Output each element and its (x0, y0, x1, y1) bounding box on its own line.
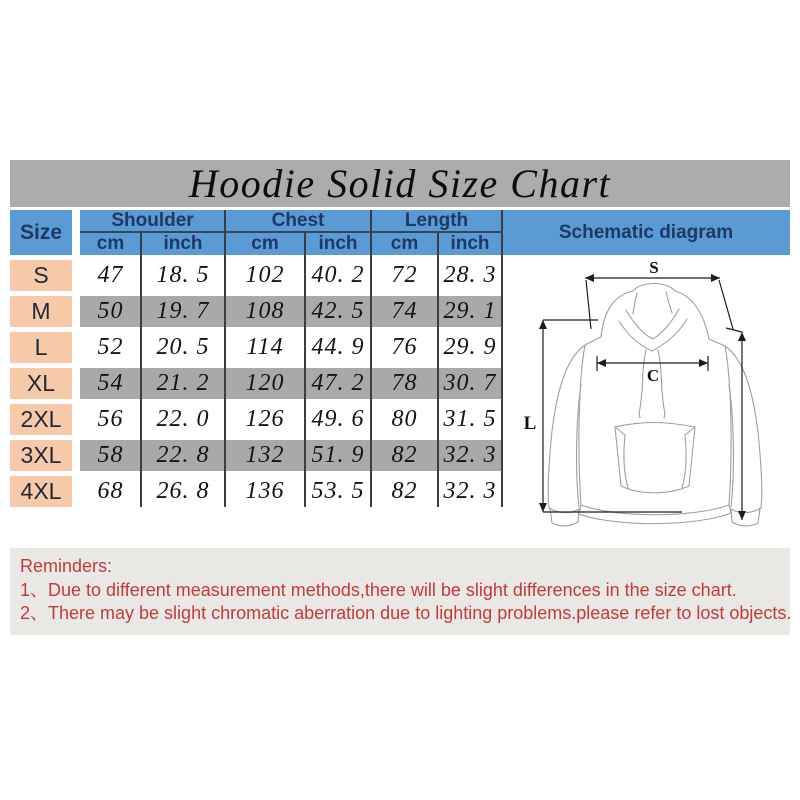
cell-shoulder-cm: 58 (97, 442, 124, 468)
cell-length-inch: 30. 7 (443, 370, 497, 396)
column-header-shoulder: Shoulder (80, 210, 225, 232)
dimension-arrowheads (539, 274, 746, 520)
cell-chest-inch: 40. 2 (311, 262, 365, 288)
schematic-cell (502, 255, 790, 535)
reminder-item: 1、Due to different measurement methods,there will be slight differences in the size chart. (20, 579, 737, 600)
cell-chest-inch: 53. 5 (311, 478, 365, 504)
reminder-item: 2、There may be slight chromatic aberration due to lighting problems.please refer to lost objects. (20, 603, 792, 623)
cell-shoulder-inch: 21. 2 (156, 370, 210, 396)
chest-dimension-label: C (646, 366, 660, 385)
cell-chest-inch: 51. 9 (311, 442, 365, 468)
table-row (10, 476, 502, 507)
table-row (10, 260, 502, 291)
cell-chest-inch: 42. 5 (311, 298, 365, 324)
unit-header-shoulder-cm: cm (80, 232, 141, 255)
page-title: Hoodie Solid Size Chart (188, 161, 612, 206)
cell-length-inch: 28. 3 (443, 262, 497, 288)
cell-length-cm: 76 (391, 334, 418, 360)
unit-header-chest-cm: cm (225, 232, 305, 255)
cell-shoulder-inch: 20. 5 (156, 334, 210, 360)
cell-length-cm: 78 (391, 370, 418, 396)
unit-header-chest-inch: inch (305, 232, 371, 255)
cell-chest-inch: 44. 9 (311, 334, 365, 360)
grid-divider (304, 232, 306, 507)
unit-header-shoulder-inch: inch (141, 232, 225, 255)
cell-shoulder-cm: 47 (97, 262, 124, 288)
cell-length-cm: 74 (391, 298, 418, 324)
grid-divider (437, 232, 439, 507)
cell-shoulder-inch: 26. 8 (156, 478, 210, 504)
cell-length-inch: 29. 1 (443, 298, 497, 324)
length-dimension-label: L (523, 413, 537, 434)
grid-divider (140, 232, 142, 507)
header-divider-line (80, 231, 502, 233)
cell-chest-cm: 136 (245, 478, 285, 504)
cell-chest-cm: 102 (245, 262, 285, 288)
cell-shoulder-cm: 56 (97, 406, 124, 432)
table-row (10, 404, 502, 435)
cell-length-inch: 29. 9 (443, 334, 497, 360)
cell-length-inch: 32. 3 (443, 478, 497, 504)
size-label: L (10, 332, 72, 363)
column-header-schematic: Schematic diagram (502, 210, 790, 255)
cell-length-cm: 82 (391, 478, 418, 504)
size-label: 3XL (10, 440, 72, 471)
hoodie-schematic-drawing (502, 255, 790, 535)
reminders-heading: Reminders: (20, 556, 113, 576)
size-label: XL (10, 368, 72, 399)
cell-chest-cm: 114 (246, 334, 284, 360)
grid-divider (501, 210, 503, 507)
grid-divider (370, 210, 372, 507)
title-band (10, 160, 790, 207)
cell-chest-cm: 108 (245, 298, 285, 324)
table-row (10, 440, 502, 471)
cell-chest-cm: 132 (245, 442, 285, 468)
cell-length-cm: 72 (391, 262, 418, 288)
cell-length-cm: 80 (391, 406, 418, 432)
table-row (10, 332, 502, 363)
size-label: M (10, 296, 72, 327)
cell-chest-inch: 49. 6 (311, 406, 365, 432)
cell-shoulder-inch: 22. 8 (156, 442, 210, 468)
unit-header-length-cm: cm (371, 232, 438, 255)
cell-length-inch: 31. 5 (443, 406, 497, 432)
cell-chest-cm: 120 (245, 370, 285, 396)
unit-header-length-inch: inch (438, 232, 502, 255)
table-row (10, 368, 502, 399)
column-header-size: Size (10, 210, 72, 255)
size-chart-card (10, 160, 790, 636)
grid-divider (224, 210, 226, 507)
cell-shoulder-inch: 19. 7 (156, 298, 210, 324)
cell-length-inch: 32. 3 (443, 442, 497, 468)
dimension-lines (543, 278, 742, 520)
cell-shoulder-inch: 22. 0 (156, 406, 210, 432)
reminders-panel (10, 548, 790, 635)
column-header-length: Length (371, 210, 502, 232)
cell-shoulder-cm: 52 (97, 334, 124, 360)
cell-chest-cm: 126 (245, 406, 285, 432)
table-row (10, 296, 502, 327)
cell-length-cm: 82 (391, 442, 418, 468)
shoulder-dimension-label: S (649, 258, 659, 277)
cell-chest-inch: 47. 2 (311, 370, 365, 396)
cell-shoulder-cm: 50 (97, 298, 124, 324)
column-header-chest: Chest (225, 210, 371, 232)
size-label: 4XL (10, 476, 72, 507)
cell-shoulder-inch: 18. 5 (156, 262, 210, 288)
size-label: 2XL (10, 404, 72, 435)
cell-shoulder-cm: 54 (97, 370, 124, 396)
cell-shoulder-cm: 68 (97, 478, 124, 504)
size-label: S (10, 260, 72, 291)
